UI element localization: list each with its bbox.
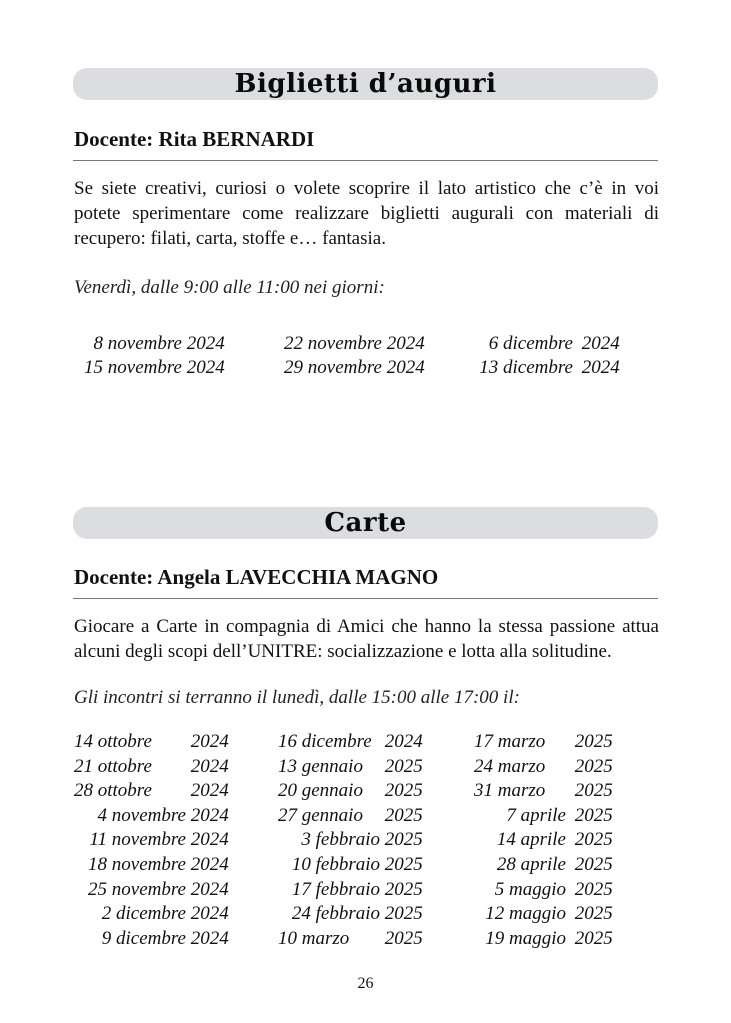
date-entry	[474, 902, 613, 926]
date-day-month: 13 dicembre	[479, 357, 573, 378]
date-entry	[274, 332, 425, 356]
date-year: 2024	[577, 357, 620, 378]
date-entry	[474, 755, 613, 779]
date-day-month: 14 ottobre	[74, 731, 152, 752]
date-day-month: 12 maggio	[485, 903, 566, 925]
date-entry	[474, 730, 613, 754]
date-year: 2024	[182, 333, 225, 354]
date-day-month: 13 gennaio	[278, 755, 363, 777]
date-year: 2024	[186, 829, 229, 851]
date-entry	[74, 902, 229, 926]
section-title: Carte	[324, 508, 407, 538]
date-entry	[278, 730, 423, 754]
date-day-month: 21 ottobre	[74, 755, 152, 777]
date-day-month: 3 febbraio	[301, 829, 380, 851]
date-year: 2025	[570, 927, 613, 949]
course-description: Giocare a Carte in compagnia di Amici che hanno la stessa passione attua alcuni degli scopi dell’UNITRE: socializzazione e lotta alla solitudine.	[74, 616, 659, 662]
date-day-month: 4 novembre	[97, 804, 186, 826]
date-entry	[278, 755, 423, 779]
date-day-month: 7 aprile	[506, 804, 566, 826]
date-day-month: 17 febbraio	[291, 878, 380, 900]
date-year: 2024	[186, 854, 229, 875]
date-year: 2025	[570, 755, 613, 777]
date-entry	[74, 755, 229, 779]
date-entry	[278, 878, 423, 902]
date-year: 2025	[570, 878, 613, 900]
date-entry	[74, 878, 229, 902]
date-year: 2024	[382, 333, 425, 354]
date-entry	[278, 902, 423, 926]
date-year: 2025	[380, 854, 423, 875]
date-entry	[74, 828, 229, 852]
date-day-month: 14 aprile	[496, 829, 566, 851]
date-year: 2025	[380, 878, 423, 900]
date-day-month: 10 febbraio	[291, 854, 380, 875]
date-day-month: 17 marzo	[474, 731, 546, 752]
date-year: 2024	[380, 731, 423, 752]
date-year: 2024	[186, 804, 229, 826]
schedule-note: Venerdì, dalle 9:00 alle 11:00 nei giorni:	[74, 277, 385, 298]
date-year: 2024	[186, 755, 229, 777]
date-year: 2025	[570, 780, 613, 802]
date-day-month: 8 novembre	[93, 333, 182, 354]
date-year: 2024	[382, 357, 425, 378]
divider	[73, 160, 658, 161]
date-day-month: 15 novembre	[84, 357, 182, 378]
date-entry	[278, 828, 423, 852]
date-entry	[74, 804, 229, 828]
date-entry	[74, 356, 225, 380]
date-year: 2024	[186, 731, 229, 752]
teacher-name: Docente: Rita BERNARDI	[74, 127, 315, 151]
divider	[73, 598, 658, 599]
date-entry	[274, 356, 425, 380]
date-entry	[278, 927, 423, 951]
date-year: 2025	[380, 829, 423, 851]
date-year: 2025	[570, 829, 613, 851]
date-entry	[474, 853, 613, 877]
date-entry	[474, 878, 613, 902]
section-title-banner	[73, 68, 658, 100]
date-entry	[474, 828, 613, 852]
date-day-month: 11 novembre	[89, 829, 186, 851]
date-entry	[474, 779, 613, 803]
date-day-month: 9 dicembre	[101, 927, 186, 949]
date-entry	[278, 853, 423, 877]
date-entry	[74, 730, 229, 754]
date-day-month: 19 maggio	[485, 927, 566, 949]
date-entry	[473, 332, 620, 356]
date-year: 2024	[186, 780, 229, 802]
teacher-name: Docente: Angela LAVECCHIA MAGNO	[74, 565, 439, 589]
date-day-month: 2 dicembre	[101, 903, 186, 925]
course-description: Se siete creativi, curiosi o volete scoprire il lato artistico che c’è in voi potete sperimentare come realizzare biglietti augurali con materiali di recupero: filati, carta, stoffe e… fantasia.	[74, 178, 659, 249]
date-day-month: 20 gennaio	[278, 780, 363, 802]
date-year: 2025	[570, 903, 613, 925]
date-year: 2025	[380, 927, 423, 949]
date-year: 2024	[186, 878, 229, 900]
date-entry	[278, 804, 423, 828]
date-entry	[474, 927, 613, 951]
date-day-month: 28 aprile	[496, 854, 566, 875]
date-entry	[74, 332, 225, 356]
date-entry	[74, 779, 229, 803]
date-year: 2024	[186, 927, 229, 949]
date-day-month: 29 novembre	[284, 357, 382, 378]
date-entry	[74, 927, 229, 951]
date-year: 2024	[577, 333, 620, 354]
date-day-month: 31 marzo	[474, 780, 546, 802]
date-day-month: 22 novembre	[284, 333, 382, 354]
date-year: 2024	[182, 357, 225, 378]
section-title-banner	[73, 507, 658, 539]
date-year: 2025	[380, 755, 423, 777]
date-entry	[474, 804, 613, 828]
date-day-month: 5 maggio	[494, 878, 566, 900]
date-year: 2025	[570, 804, 613, 826]
page-number: 26	[357, 975, 374, 992]
date-day-month: 6 dicembre	[488, 333, 573, 354]
date-day-month: 24 marzo	[474, 755, 546, 777]
date-year: 2025	[380, 903, 423, 925]
date-day-month: 16 dicembre	[278, 731, 372, 752]
date-year: 2024	[186, 903, 229, 925]
date-day-month: 25 novembre	[88, 878, 186, 900]
date-day-month: 10 marzo	[278, 927, 350, 949]
date-year: 2025	[570, 731, 613, 752]
date-year: 2025	[570, 854, 613, 875]
date-entry	[473, 356, 620, 380]
date-day-month: 24 febbraio	[291, 903, 380, 925]
date-entry	[74, 853, 229, 877]
date-day-month: 28 ottobre	[74, 780, 152, 802]
date-year: 2025	[380, 804, 423, 826]
date-entry	[278, 779, 423, 803]
date-day-month: 18 novembre	[88, 854, 186, 875]
date-year: 2025	[380, 780, 423, 802]
section-title: Biglietti d’auguri	[234, 69, 497, 99]
schedule-note: Gli incontri si terranno il lunedì, dalle 15:00 alle 17:00 il:	[74, 687, 520, 708]
date-day-month: 27 gennaio	[278, 804, 363, 826]
